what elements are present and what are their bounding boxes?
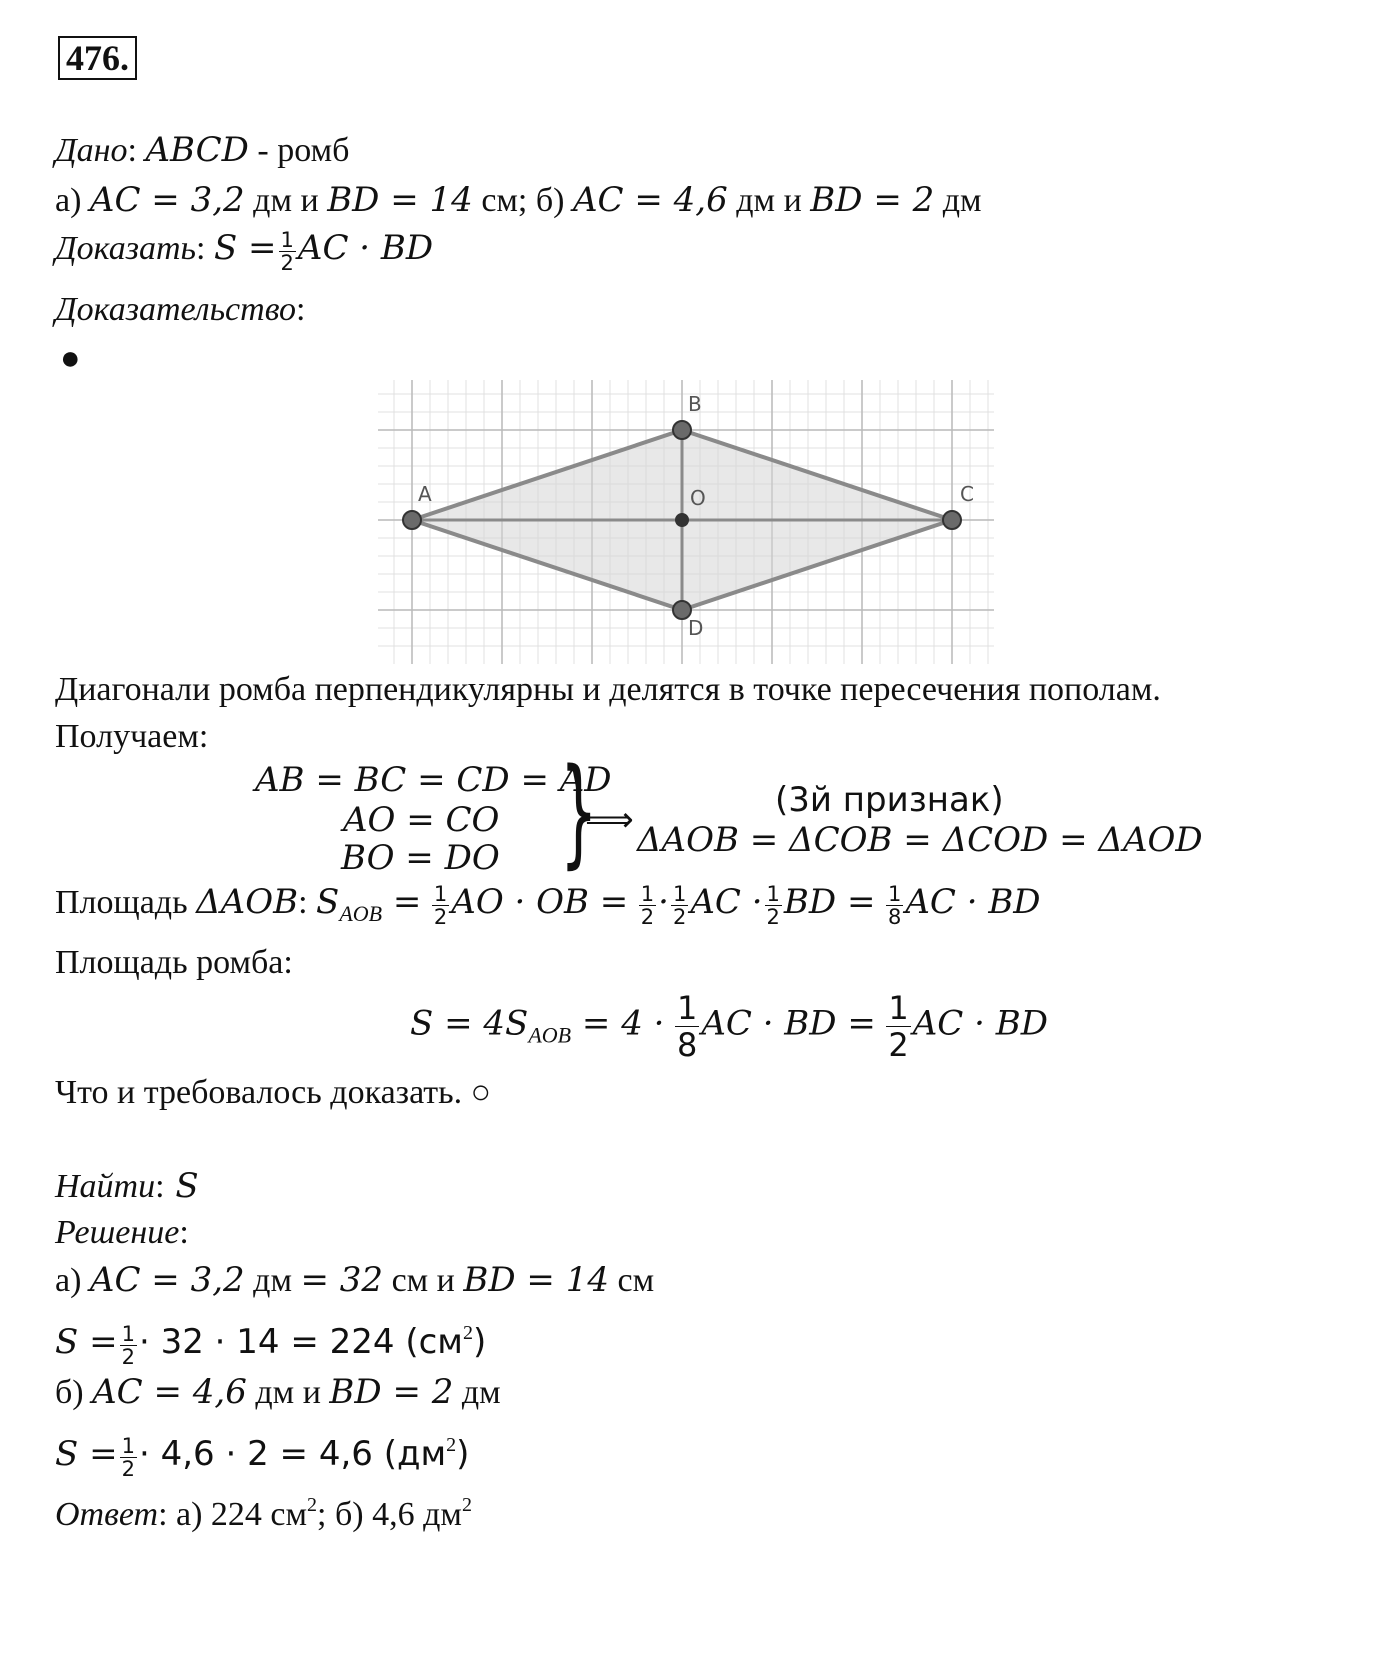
area-aob-line: Площадь ΔAOB: $S_{AOB}$ = $\frac{1}{2}$ AO · OB = $\frac{1}{2}$ · $\frac{1}{2}$ AC · $\frac{1}{2}$ BD = $\frac{1}{8}$ AC · BD — [55, 881, 1041, 929]
solution-line: Решение: — [55, 1214, 189, 1251]
label-a: A — [418, 482, 432, 506]
label-o: O — [690, 486, 706, 510]
criterion-note: (3й признак) — [775, 780, 1004, 820]
solution-a-line: а) AC = 3,2 дм = 32 см и BD = 14 см — [55, 1260, 655, 1300]
implies-arrow: ⟹ — [585, 800, 634, 840]
conditions-line: а) AC = 3,2 дм и BD = 14 см; б) AC = 4,6 дм и BD = 2 дм — [55, 180, 982, 220]
point-c — [943, 511, 961, 529]
bullet: ● — [60, 340, 81, 377]
answer-label: Ответ — [55, 1496, 159, 1533]
fraction: $\frac{1}{2}$ — [121, 1433, 135, 1481]
calc-a-line: S = $\frac{1}{2}$ · 32 · 14 = 224 $(см^2)$ — [55, 1321, 487, 1369]
solution-b-line: б) AC = 4,6 дм и BD = 2 дм — [55, 1372, 501, 1412]
proof-label: Доказательство — [55, 291, 297, 328]
get-text: Получаем: — [55, 718, 209, 755]
triangles-equal: ΔAOB = ΔCOB = ΔCOD = ΔAOD — [637, 820, 1203, 860]
given-label: Дано — [55, 132, 128, 169]
fraction: $\frac{1}{2}$ — [766, 881, 780, 929]
point-a — [403, 511, 421, 529]
solution-label: Решение — [55, 1214, 180, 1251]
fraction: $\frac{1}{2}$ — [672, 881, 687, 929]
area-rhombus-label: Площадь ромба: — [55, 944, 293, 981]
right-brace: } — [560, 742, 598, 880]
proof-label-line: Доказательство: — [55, 291, 306, 328]
given-figure: ABCD — [145, 130, 249, 170]
fraction: $\frac{1}{2}$ — [433, 881, 448, 929]
find-line: Найти: S — [55, 1166, 199, 1206]
fraction: $\frac{1}{2}$ — [888, 989, 909, 1064]
system-line-2: AO = CO — [343, 800, 500, 840]
label-d: D — [688, 616, 704, 640]
prove-label: Доказать — [55, 230, 196, 267]
label-c: C — [960, 482, 974, 506]
answer-line: Ответ: а) 224 $см^2$; б) 4,6 $дм^2$ — [55, 1494, 472, 1533]
rhombus-figure — [378, 380, 994, 664]
given-line: Дано: ABCD - ромб — [55, 130, 350, 170]
prove-line: Доказать: S = $\frac{1}{2}$ AC · BD — [55, 227, 434, 275]
fraction: $\frac{1}{8}$ — [676, 989, 698, 1064]
qed-text: Что и требовалось доказать. ○ — [55, 1074, 492, 1111]
given-text: - ромб — [248, 132, 350, 169]
system-line-1: AB = BC = CD = AD — [255, 760, 612, 800]
system-line-3: BO = DO — [341, 838, 500, 878]
find-label: Найти — [55, 1168, 156, 1205]
fraction: $\frac{1}{2}$ — [280, 227, 294, 275]
point-o — [676, 514, 688, 526]
diagonals-text: Диагонали ромба перпендикулярны и делятся в точке пересечения пополам. — [55, 671, 1161, 708]
fraction: $\frac{1}{2}$ — [121, 1321, 135, 1369]
calc-b-line: S = $\frac{1}{2}$ · 4,6 · 2 = 4,6 $(дм^2)$ — [55, 1433, 470, 1481]
area-rhombus-formula: $S = 4S_{AOB} = 4$ · $\frac{1}{8}$ AC · BD = $\frac{1}{2}$ AC · BD — [410, 989, 1048, 1064]
problem-number: 476. — [58, 36, 137, 80]
fraction: $\frac{1}{2}$ — [640, 881, 655, 929]
label-b: B — [688, 392, 702, 416]
fraction: $\frac{1}{8}$ — [887, 881, 902, 929]
point-b — [673, 421, 691, 439]
